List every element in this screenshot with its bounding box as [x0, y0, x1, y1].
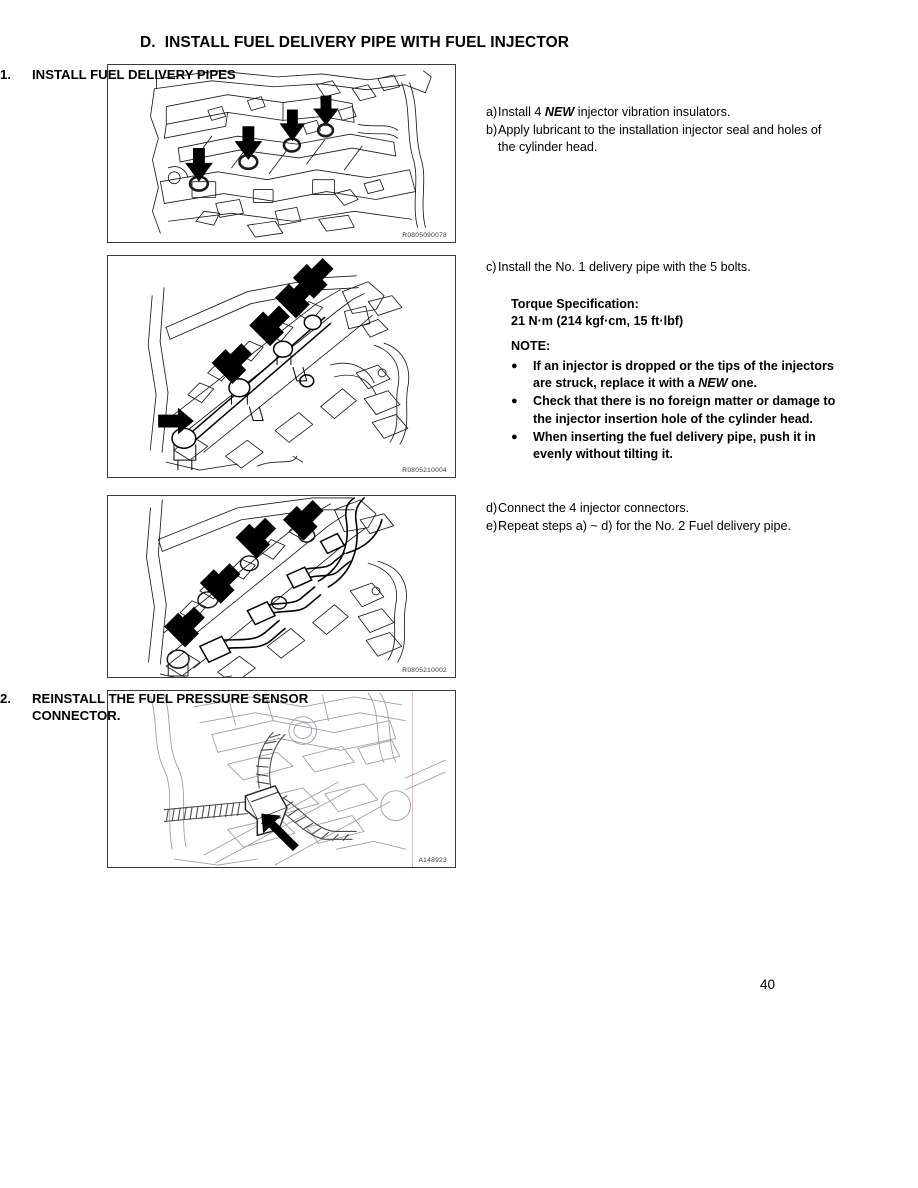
- note-item-text: If an injector is dropped or the tips of the injectors are struck, replace it with a NEW one.: [533, 359, 834, 391]
- note-item-text: Check that there is no foreign matter or damage to the injector insertion hole of the cylinder head.: [533, 394, 836, 426]
- substep-d-text: Connect the 4 injector connectors.: [498, 501, 690, 515]
- page-title-letter: D.: [140, 34, 156, 51]
- torque-specification: [511, 296, 841, 330]
- bullet-icon: ●: [511, 360, 518, 373]
- figure-code: A148923: [418, 857, 447, 864]
- substep-e-marker: e): [486, 518, 498, 533]
- note-label: NOTE:: [511, 339, 551, 353]
- bullet-icon: ●: [511, 395, 518, 408]
- figure-injector-connectors: [107, 495, 456, 678]
- figure-code: R0805090078: [402, 232, 447, 239]
- note-block: [511, 338, 841, 464]
- figure-injector-vibration-insulators: [107, 64, 456, 243]
- substep-c-marker: c): [486, 260, 497, 274]
- substep-list-de: [468, 500, 840, 536]
- substep-e-text: Repeat steps a) ~ d) for the No. 2 Fuel delivery pipe.: [498, 518, 791, 533]
- figure-code: R0805210004: [402, 467, 447, 474]
- page-number: 40: [760, 977, 776, 992]
- substep-list-c: [468, 259, 840, 277]
- page-title: [140, 34, 569, 52]
- substep-b-text: Apply lubricant to the installation injector seal and holes of the cylinder head.: [498, 122, 822, 154]
- note-item: [511, 429, 841, 463]
- step-2-title: REINSTALL THE FUEL PRESSURE SENSOR CONNECTOR.: [32, 691, 309, 724]
- substep-a: [468, 104, 840, 121]
- torque-label: Torque Specification:: [511, 297, 639, 311]
- substep-b: [468, 122, 840, 156]
- note-item: [511, 358, 841, 392]
- step-2-number: 2.: [0, 691, 11, 706]
- substep-c-text: Install the No. 1 delivery pipe with the 5 bolts.: [498, 260, 751, 274]
- substep-c: [468, 259, 840, 276]
- torque-value: 21 N·m (214 kgf·cm, 15 ft·lbf): [511, 314, 684, 329]
- substep-a-marker: a): [486, 105, 498, 119]
- step-1-number: 1.: [0, 67, 11, 82]
- substep-e: [468, 518, 840, 535]
- substep-b-marker: b): [486, 122, 498, 137]
- callout-arrows: [158, 258, 333, 434]
- bullet-icon: ●: [511, 430, 518, 443]
- figure-code: R0805210002: [402, 667, 447, 674]
- substep-d: [468, 500, 840, 517]
- callout-arrows: [185, 96, 339, 182]
- note-item: [511, 393, 841, 427]
- step-2-heading: [0, 690, 372, 725]
- step-1-title: INSTALL FUEL DELIVERY PIPES: [32, 67, 236, 82]
- figure-no1-delivery-pipe-bolts: [107, 255, 456, 478]
- note-item-text: When inserting the fuel delivery pipe, push it in evenly without tilting it.: [533, 429, 816, 461]
- substep-a-text: Install 4 NEW injector vibration insulators.: [498, 105, 731, 119]
- page-title-text: INSTALL FUEL DELIVERY PIPE WITH FUEL INJECTOR: [164, 34, 570, 51]
- substep-list-ab: [468, 104, 840, 157]
- substep-d-marker: d): [486, 501, 498, 515]
- step-1-heading: [0, 66, 372, 83]
